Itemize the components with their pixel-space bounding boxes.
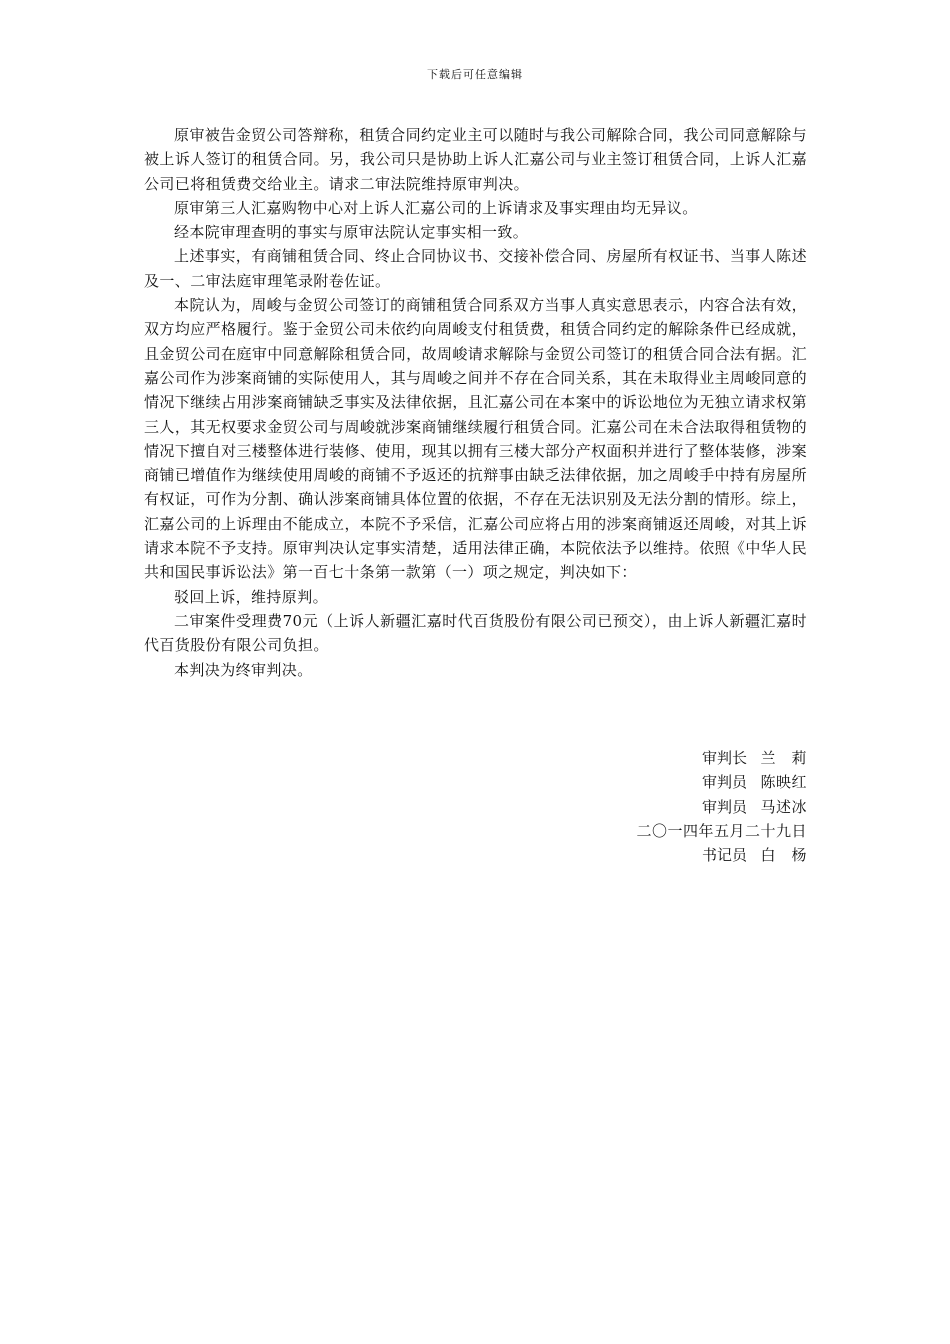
- signature-name: 兰 莉: [760, 749, 807, 767]
- signature-role: 审判员: [701, 797, 747, 816]
- paragraph-final-judgment: 本判决为终审判决。: [174, 660, 313, 679]
- judgment-body: [144, 123, 807, 682]
- paragraph-court-fees: 二审案件受理费70元（上诉人新疆汇嘉时代百货股份有限公司已预交），由上诉人新疆汇嘉时代百货股份有限公司负担。: [144, 611, 807, 655]
- judgment-date: 二〇一四年五月二十九日: [636, 821, 807, 840]
- signature-role: 书记员: [701, 846, 747, 865]
- paragraph-defendant-reply: 原审被告金贸公司答辩称，租赁合同约定业主可以随时与我公司解除合同，我公司同意解除与被上诉人签订的租赁合同。另，我公司只是协助上诉人汇嘉公司与业主签订租赁合同，上诉人汇嘉公司已将租赁费交给业主。请求二审法院维持原审判决。: [144, 126, 807, 193]
- signature-role: 审判员: [701, 773, 747, 792]
- paragraph-ruling: 驳回上诉，维持原判。: [174, 587, 329, 606]
- signature-block: [636, 746, 807, 867]
- paragraph-evidence: 上述事实，有商铺租赁合同、终止合同协议书、交接补偿合同、房屋所有权证书、当事人陈述及一、二审法庭审理笔录附卷佐证。: [144, 247, 807, 290]
- header-note: 下载后可任意编辑: [427, 68, 523, 81]
- paragraph-third-party: 原审第三人汇嘉购物中心对上诉人汇嘉公司的上诉请求及事实理由均无异议。: [174, 198, 698, 217]
- signature-name: 陈映红: [760, 773, 807, 792]
- signature-name: 白 杨: [760, 846, 807, 865]
- signature-presiding-judge: [636, 746, 807, 770]
- signature-clerk: [636, 843, 807, 867]
- signature-judge-1: [636, 770, 807, 794]
- signature-judge-2: [636, 795, 807, 819]
- signature-name: 马述冰: [760, 797, 807, 816]
- paragraph-court-opinion: 本院认为，周峻与金贸公司签订的商铺租赁合同系双方当事人真实意思表示，内容合法有效，双方均应严格履行。鉴于金贸公司未依约向周峻支付租赁费，租赁合同约定的解除条件已经成就，且金贸公司在庭审中同意解除租赁合同，故周峻请求解除与金贸公司签订的租赁合同合法有据。汇嘉公司作为涉案商铺的实际使用人，其与周峻之间并不存在合同关系，其在未取得业主周峻同意的情况下继续占用涉案商铺缺乏事实及法律依据，且汇嘉公司在本案中的诉讼地位为无独立请求权第三人，其无权要求金贸公司与周峻就涉案商铺继续履行租赁合同。汇嘉公司在未合法取得租赁物的情况下擅自对三楼整体进行装修、使用，现其以拥有三楼大部分产权面积并进行了整体装修，涉案商铺已增值作为继续使用周峻的商铺不予返还的抗辩事由缺乏法律依据，加之周峻手中持有房屋所有权证，可作为分割、确认涉案商铺具体位置的依据，不存在无法识别及无法分割的情形。综上，汇嘉公司的上诉理由不能成立，本院不予采信，汇嘉公司应将占用的涉案商铺返还周峻，对其上诉请求本院不予支持。原审判决认定事实清楚，适用法律正确，本院依法予以维持。依照《中华人民共和国民事诉讼法》第一百七十条第一款第（一）项之规定，判决如下：: [144, 296, 807, 582]
- signature-role: 审判长: [701, 749, 747, 767]
- paragraph-facts-found: 经本院审理查明的事实与原审法院认定事实相一致。: [174, 223, 529, 242]
